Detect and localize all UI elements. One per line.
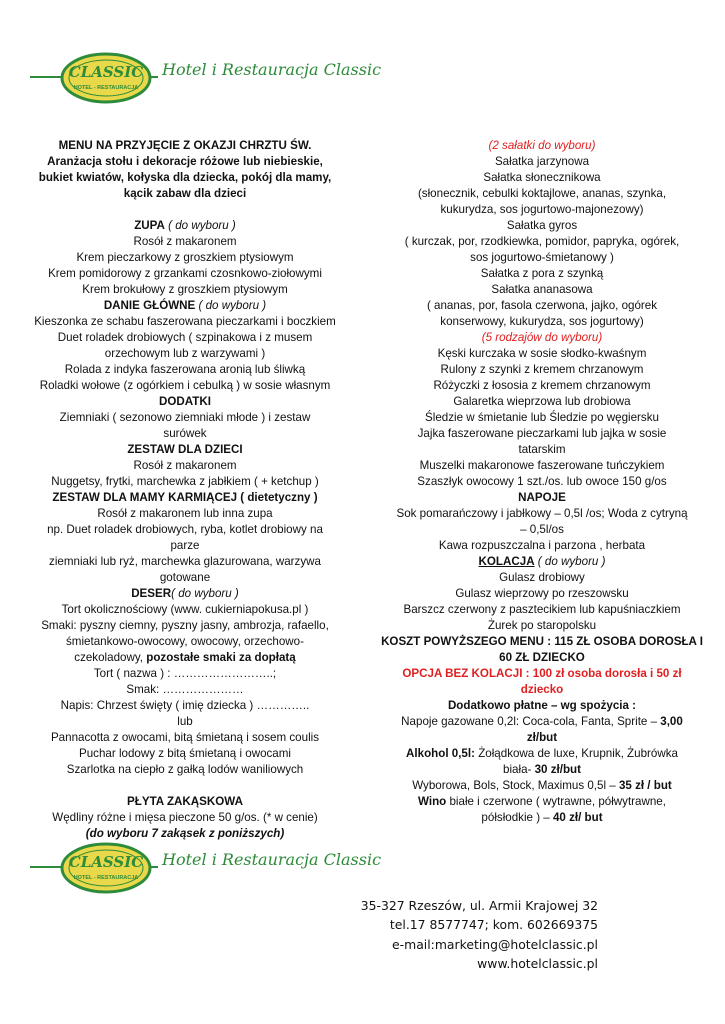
email-link[interactable]: e-mail:marketing@hotelclassic.pl <box>392 936 598 952</box>
menu-item: Krem pieczarkowy z groszkiem ptysiowym <box>76 251 294 264</box>
menu-item: (słonecznik, cebulki koktajlowe, ananas, szynka, <box>417 187 667 200</box>
menu-item: czekoladowy, pozostałe smaki za dopłatą <box>74 651 296 664</box>
menu-item: Ziemniaki ( sezonowo ziemniaki młode ) i zestaw <box>59 411 311 424</box>
sides-heading: DODATKI <box>159 395 211 408</box>
menu-item: Rosół z makaronem <box>133 235 237 248</box>
menu-item: Jajka faszerowane pieczarkami lub jajka w sosie <box>417 427 667 440</box>
menu-item: Kieszonka ze schabu faszerowana pieczarkami i boczkiem <box>34 315 336 328</box>
menu-item: Sałatka słonecznikowa <box>483 171 601 184</box>
website-link[interactable]: www.hotelclassic.pl <box>477 956 598 972</box>
menu-item: ziemniaki lub ryż, marchewka glazurowana, warzywa <box>49 555 321 568</box>
appetizer-choice-note: (do wyboru 7 zakąsek z poniższych) <box>85 827 285 840</box>
menu-item: Wędliny różne i mięsa pieczone 50 g/os. (* w cenie) <box>52 811 318 824</box>
menu-item: – 0,5l/os <box>520 523 564 536</box>
menu-item: Krem brokułowy z groszkiem ptysiowym <box>82 283 288 296</box>
price-item: półsłodkie ) – 40 zł/ but <box>481 811 603 824</box>
price-item: Alkohol 0,5l: Żołądkowa de luxe, Krupnik, Żubrówka <box>406 747 678 760</box>
salad-choice-note: (2 sałatki do wyboru) <box>488 139 596 152</box>
no-supper-option-child: dziecko <box>520 683 564 696</box>
svg-text:HOTEL - RESTAURACJA: HOTEL - RESTAURACJA <box>73 875 139 881</box>
svg-text:CLASSIC: CLASSIC <box>68 853 144 871</box>
hotel-logo <box>60 842 152 894</box>
menu-price-child: 60 ZŁ DZIECKO <box>499 651 585 664</box>
extra-paid-heading: Dodatkowo płatne – wg spożycia : <box>447 699 637 712</box>
menu-item: surówek <box>163 427 207 440</box>
menu-item: Śledzie w śmietanie lub Śledzie po węgiersku <box>425 411 659 424</box>
menu-item: Smaki: pyszny ciemny, pyszny jasny, ambrozja, rafaello, <box>41 619 329 632</box>
drinks-heading: NAPOJE <box>518 491 566 504</box>
menu-title: MENU NA PRZYJĘCIE Z OKAZJI CHRZTU ŚW. <box>58 139 312 152</box>
menu-item: Smak: ………………… <box>126 683 244 696</box>
bottom-header <box>30 838 382 898</box>
svg-text:CLASSIC: CLASSIC <box>68 63 144 81</box>
menu-item: Rosół z makaronem lub inna zupa <box>97 507 273 520</box>
menu-item: Sałatka gyros <box>506 219 578 232</box>
price-item: Napoje gazowane 0,2l: Coca-cola, Fanta, Sprite – 3,00 <box>401 715 683 728</box>
mother-set-heading: ZESTAW DLA MAMY KARMIĄCEJ ( dietetyczny ) <box>52 491 318 504</box>
menu-item: Szarlotka na ciepło z gałką lodów waniliowych <box>66 763 304 776</box>
menu-item: ( ananas, por, fasola czerwona, jajko, ogórek <box>426 299 658 312</box>
menu-item: Rolada z indyka faszerowana aronią lub śliwką <box>64 363 306 376</box>
phone: tel.17 8577747; kom. 602669375 <box>389 917 598 933</box>
dessert-heading: DESER( do wyboru ) <box>131 587 239 600</box>
price-item: Wino białe i czerwone ( wytrawne, półwytrawne, <box>418 795 666 808</box>
menu-item: konserwowy, kukurydza, sos jogurtowy) <box>440 315 644 328</box>
menu-item: kukurydza, sos jogurtowo-majonezowy) <box>440 203 644 216</box>
decor-line-2: bukiet kwiatów, kołyska dla dziecka, pokój dla mamy, <box>38 171 332 184</box>
price-item: Wyborowa, Bols, Stock, Maximus 0,5l – 35 zł / but <box>412 779 672 792</box>
menu-item: Tort okolicznościowy (www. cukierniapokusa.pl ) <box>61 603 309 616</box>
menu-item: Napis: Chrzest święty ( imię dziecka ) ………….. <box>60 699 310 712</box>
menu-item: Muszelki makaronowe faszerowane tuńczykiem <box>419 459 665 472</box>
menu-item: Sałatka z pora z szynką <box>480 267 604 280</box>
menu-item: sos jogurtowo-śmietanowy ) <box>470 251 614 264</box>
menu-item: ( kurczak, por, rzodkiewka, pomidor, papryka, ogórek, <box>404 235 680 248</box>
price-item: biała- 30 zł/but <box>503 763 581 776</box>
menu-item: lub <box>177 715 193 728</box>
menu-item: Różyczki z łososia z kremem chrzanowym <box>433 379 651 392</box>
menu-item: Sałatka jarzynowa <box>494 155 590 168</box>
brand-name: Hotel i Restauracja Classic <box>158 60 385 79</box>
menu-item: tatarskim <box>518 443 566 456</box>
menu-item: Rulony z szynki z kremem chrzanowym <box>440 363 644 376</box>
menu-item: Sałatka ananasowa <box>491 283 593 296</box>
soup-heading: ZUPA ( do wyboru ) <box>134 219 236 232</box>
menu-item: Sok pomarańczowy i jabłkowy – 0,5l /os; Woda z cytryną <box>396 507 688 520</box>
menu-item: Żurek po staropolsku <box>487 619 597 632</box>
svg-text:HOTEL - RESTAURACJA: HOTEL - RESTAURACJA <box>73 85 139 91</box>
menu-item: orzechowym lub z warzywami ) <box>104 347 266 360</box>
menu-item: Roladki wołowe (z ogórkiem i cebulką ) w sosie własnym <box>39 379 331 392</box>
menu-item: parze <box>170 539 200 552</box>
address: 35-327 Rzeszów, ul. Armii Krajowej 32 <box>360 898 598 913</box>
menu-item: Nuggetsy, frytki, marchewka z jabłkiem ( + ketchup ) <box>51 475 319 488</box>
menu-left-column <box>20 138 350 842</box>
kids-set-heading: ZESTAW DLA DZIECI <box>127 443 243 456</box>
decor-line-1: Aranżacja stołu i dekoracje różowe lub niebieskie, <box>47 155 323 168</box>
menu-item: Pannacotta z owocami, bitą śmietaną i sosem coulis <box>50 731 320 744</box>
menu-item: Gulasz drobiowy <box>499 571 585 584</box>
menu-item: śmietankowo-owocowy, owocowy, orzechowo- <box>66 635 304 648</box>
menu-price: KOSZT POWYŻSZEGO MENU : 115 ZŁ OSOBA DOROSŁA I <box>381 635 703 648</box>
menu-item: Tort ( nazwa ) : ……………………..; <box>93 667 277 680</box>
brand-name: Hotel i Restauracja Classic <box>158 850 385 869</box>
price-item: zł/but <box>526 731 558 744</box>
decor-line-3: kącik zabaw dla dzieci <box>123 187 247 200</box>
top-header <box>30 48 382 108</box>
menu-item: Duet roladek drobiowych ( szpinakowa i z musem <box>57 331 313 344</box>
contact-footer <box>330 896 598 974</box>
menu-item: gotowane <box>159 571 211 584</box>
main-dish-heading: DANIE GŁÓWNE ( do wyboru ) <box>103 299 267 312</box>
appetizer-type-note: (5 rodzajów do wyboru) <box>481 331 603 344</box>
menu-item: Kawa rozpuszczalna i parzona , herbata <box>438 539 646 552</box>
hotel-logo <box>60 52 152 104</box>
supper-heading: KOLACJA ( do wyboru ) <box>478 555 606 568</box>
menu-item: Galaretka wieprzowa lub drobiowa <box>453 395 631 408</box>
menu-item: Puchar lodowy z bitą śmietaną i owocami <box>78 747 291 760</box>
menu-right-column <box>378 138 706 826</box>
no-supper-option: OPCJA BEZ KOLACJI : 100 zł osoba dorosła i 50 zł <box>402 667 682 680</box>
menu-item: Barszcz czerwony z pasztecikiem lub kapuśniaczkiem <box>403 603 681 616</box>
menu-item: np. Duet roladek drobiowych, ryba, kotlet drobiowy na <box>47 523 323 536</box>
menu-item: Gulasz wieprzowy po rzeszowsku <box>455 587 629 600</box>
menu-item: Krem pomidorowy z grzankami czosnkowo-ziołowymi <box>48 267 322 280</box>
menu-item: Rosół z makaronem <box>133 459 237 472</box>
menu-item: Szaszłyk owocowy 1 szt./os. lub owoce 150 g/os <box>417 475 667 488</box>
menu-item: Kęski kurczaka w sosie słodko-kwaśnym <box>437 347 647 360</box>
appetizer-heading: PŁYTA ZAKĄSKOWA <box>127 795 243 808</box>
